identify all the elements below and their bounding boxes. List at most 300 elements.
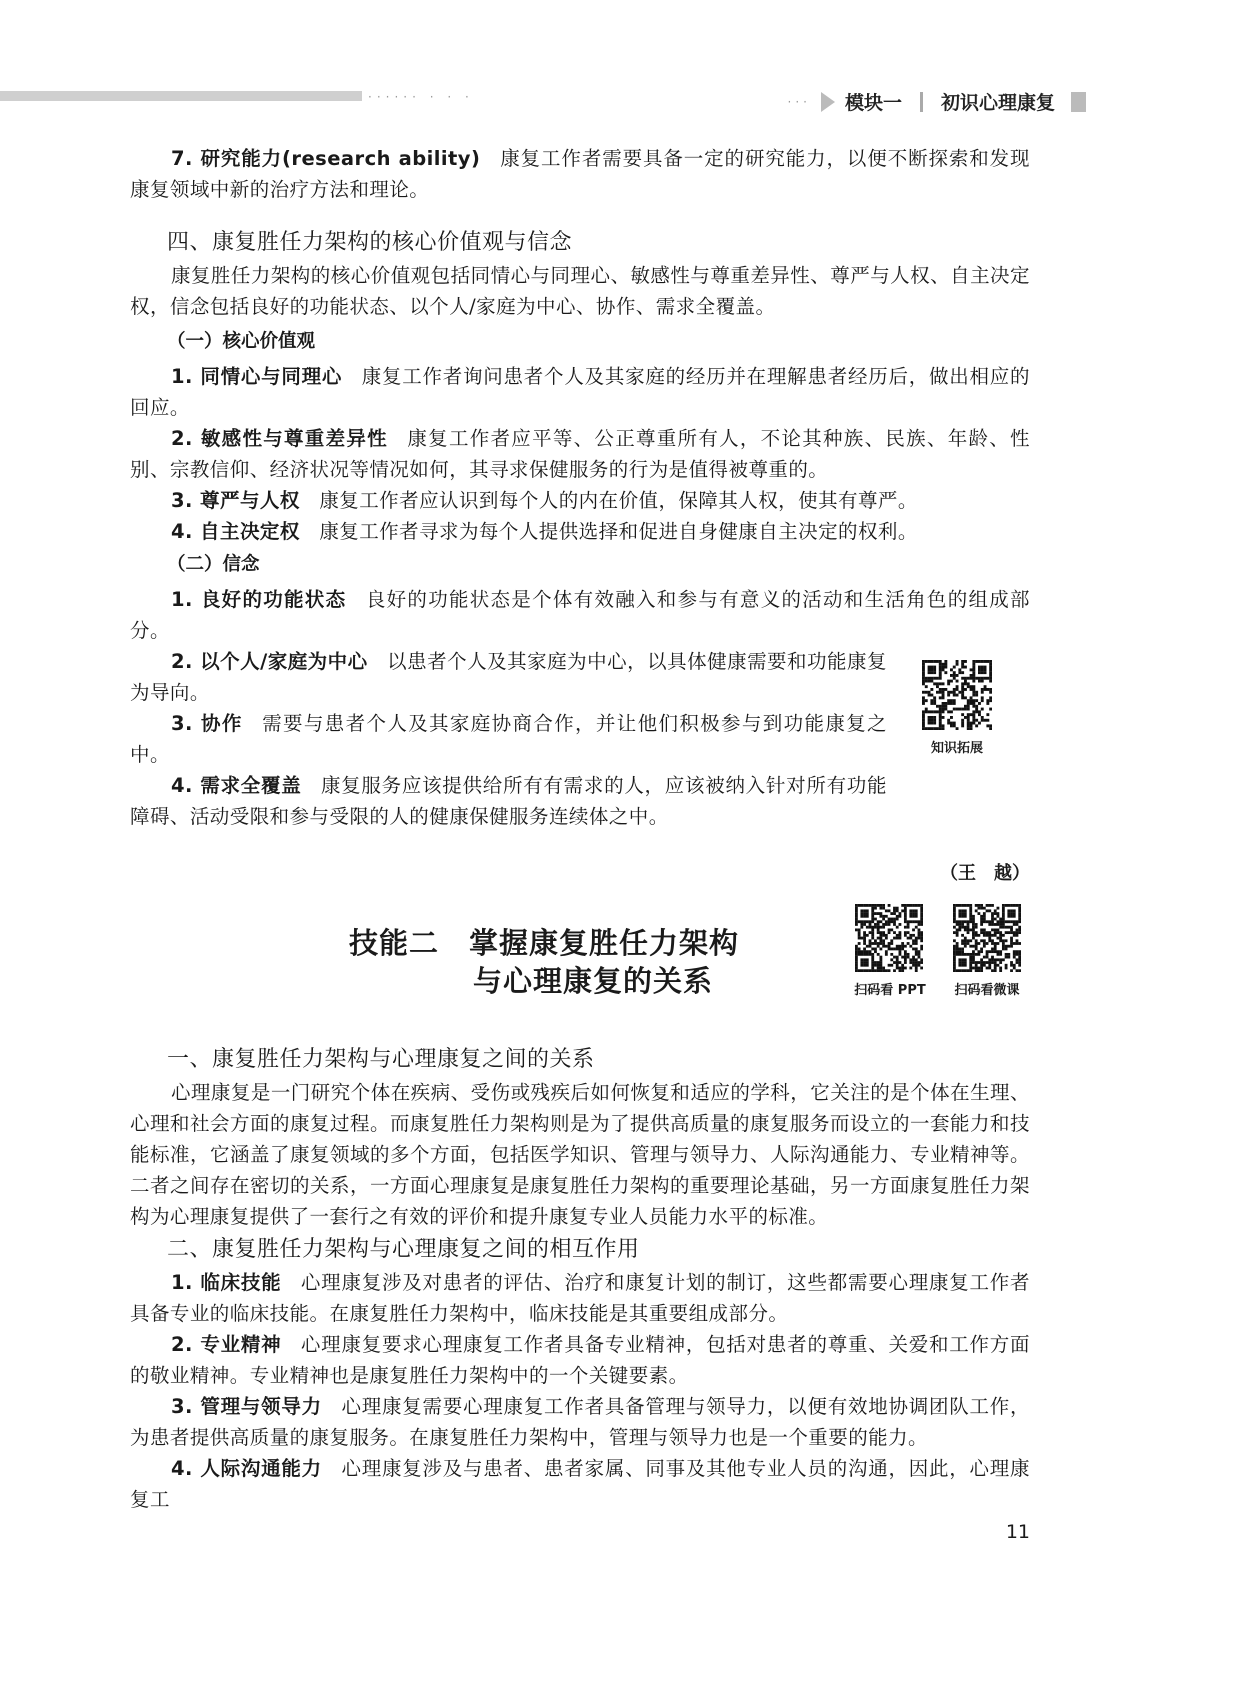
- qr-module: [920, 931, 923, 934]
- qr-module: [972, 928, 975, 931]
- qr-module: [879, 948, 882, 951]
- qr-module: [860, 958, 863, 961]
- qr-module: [863, 939, 866, 942]
- qr-module: [958, 926, 961, 929]
- qr-module: [972, 967, 975, 970]
- qr-module: [920, 912, 923, 915]
- qr-module: [855, 950, 858, 953]
- qr-module: [999, 953, 1002, 956]
- qr-module: [1016, 942, 1019, 945]
- qr-module: [915, 926, 918, 929]
- qr-module: [967, 923, 970, 926]
- qr-module: [1013, 950, 1016, 953]
- qr-module: [986, 934, 989, 937]
- qr-module: [909, 920, 912, 923]
- qr-module: [1010, 912, 1013, 915]
- qr-module: [874, 961, 877, 964]
- qr-module: [1005, 953, 1008, 956]
- qr-module: [986, 956, 989, 959]
- qr-module: [1005, 920, 1008, 923]
- qr-module: [920, 939, 923, 942]
- qr-module: [958, 958, 961, 961]
- qr-module: [983, 939, 986, 942]
- qr-module: [909, 915, 912, 918]
- qr-module: [956, 923, 959, 926]
- qr-module: [1013, 964, 1016, 967]
- item-text: 心理康复要求心理康复工作者具备专业精神，包括对患者的尊重、关爱和工作方面的敬业精神。专业精神也是康复胜任力架构中的一个关键要素。: [130, 1333, 1031, 1387]
- item-label: 1. 良好的功能状态: [170, 588, 347, 611]
- qr-module: [896, 926, 899, 929]
- qr-module: [915, 904, 918, 907]
- list-item: [130, 516, 1030, 547]
- qr-module: [975, 942, 978, 945]
- list-item: [130, 1453, 1030, 1515]
- qr-module: [890, 953, 893, 956]
- qr-module: [988, 964, 991, 967]
- running-header: [788, 88, 1086, 115]
- qr-module: [920, 909, 923, 912]
- qr-module: [999, 967, 1002, 970]
- qr-module: [904, 907, 907, 910]
- qr-module: [988, 931, 991, 934]
- list-item: [130, 1391, 1030, 1453]
- qr-module: [896, 958, 899, 961]
- item-label: 3. 管理与领导力: [170, 1395, 322, 1418]
- qr-module: [956, 942, 959, 945]
- qr-module: [994, 969, 997, 972]
- qr-module: [869, 931, 872, 934]
- qr-module: [866, 912, 869, 915]
- qr-module: [975, 934, 978, 937]
- qr-module: [860, 961, 863, 964]
- qr-module: [907, 942, 910, 945]
- list-item: [130, 1329, 1030, 1391]
- qr-module: [885, 920, 888, 923]
- item-label: 3. 尊严与人权: [170, 489, 300, 512]
- qr-module: [858, 904, 861, 907]
- qr-module: [874, 942, 877, 945]
- qr-module: [866, 958, 869, 961]
- qr-module: [860, 964, 863, 967]
- qr-module: [1013, 934, 1016, 937]
- qr-module: [986, 961, 989, 964]
- qr-module: [953, 964, 956, 967]
- qr-module: [879, 934, 882, 937]
- header-block-decoration: [1071, 92, 1086, 112]
- qr-module: [899, 912, 902, 915]
- item-text: 康复工作者应平等、公正尊重所有人，不论其种族、民族、年龄、性别、宗教信仰、经济状况等情况如何，其寻求保健服务的行为是值得被尊重的。: [130, 427, 1030, 481]
- qr-module: [1002, 923, 1005, 926]
- qr-module: [860, 953, 863, 956]
- item-label: 4. 需求全覆盖: [170, 774, 302, 797]
- qr-module: [871, 937, 874, 940]
- qr-module: [907, 931, 910, 934]
- qr-module: [1002, 934, 1005, 937]
- qr-module: [991, 961, 994, 964]
- qr-module: [1016, 923, 1019, 926]
- qr-module: [994, 958, 997, 961]
- qr-module: [882, 907, 885, 910]
- qr-module: [988, 961, 991, 964]
- qr-module: [975, 923, 978, 926]
- qr-module: [888, 964, 891, 967]
- qr-module: [969, 964, 972, 967]
- qr-module: [972, 923, 975, 926]
- qr-module: [958, 950, 961, 953]
- paragraph-research-ability: [130, 143, 1030, 205]
- qr-module: [999, 934, 1002, 937]
- qr-module: [915, 950, 918, 953]
- qr-module: [904, 950, 907, 953]
- qr-module: [991, 934, 994, 937]
- divider: [920, 92, 923, 112]
- qr-module: [863, 915, 866, 918]
- qr-module: [866, 915, 869, 918]
- qr-module: [1010, 931, 1013, 934]
- qr-module: [860, 926, 863, 929]
- qr-module: [958, 904, 961, 907]
- qr-module: [896, 956, 899, 959]
- qr-module: [871, 958, 874, 961]
- qr-module: [986, 967, 989, 970]
- item-label: 4. 自主决定权: [170, 520, 300, 543]
- qr-module: [904, 920, 907, 923]
- qr-module: [991, 956, 994, 959]
- qr-module: [972, 918, 975, 921]
- qr-module: [969, 945, 972, 948]
- qr-module: [956, 969, 959, 972]
- qr-module: [896, 915, 899, 918]
- qr-module: [871, 926, 874, 929]
- qr-module: [1013, 904, 1016, 907]
- qr-module: [896, 967, 899, 970]
- qr-module: [991, 912, 994, 915]
- qr-module: [899, 950, 902, 953]
- qr-module: [964, 920, 967, 923]
- qr-module: [999, 937, 1002, 940]
- qr-module: [997, 920, 1000, 923]
- section-heading-1: 一、康复胜任力架构与心理康复之间的关系: [167, 1047, 595, 1072]
- qr-module: [1007, 912, 1010, 915]
- qr-module: [1005, 904, 1008, 907]
- qr-module: [866, 950, 869, 953]
- qr-module: [882, 934, 885, 937]
- qr-module: [953, 945, 956, 948]
- qr-module: [958, 928, 961, 931]
- qr-module: [1007, 945, 1010, 948]
- qr-module: [893, 920, 896, 923]
- qr-module: [893, 909, 896, 912]
- item-label: 4. 人际沟通能力: [170, 1457, 322, 1480]
- qr-module: [1005, 926, 1008, 929]
- qr-module: [999, 920, 1002, 923]
- qr-module: [983, 961, 986, 964]
- qr-module: [980, 918, 983, 921]
- qr-module: [980, 961, 983, 964]
- item-text: 心理康复涉及与患者、患者家属、同事及其他专业人员的沟通，因此，心理康复工: [130, 1457, 1030, 1511]
- qr-module: [975, 909, 978, 912]
- qr-module: [969, 956, 972, 959]
- qr-module: [858, 920, 861, 923]
- qr-module: [866, 926, 869, 929]
- qr-module: [1002, 948, 1005, 951]
- section-heading-4: 四、康复胜任力架构的核心价值观与信念: [167, 230, 573, 255]
- qr-module: [972, 920, 975, 923]
- qr-module: [953, 958, 956, 961]
- qr-module: [874, 907, 877, 910]
- qr-module: [997, 923, 1000, 926]
- qr-module: [1018, 950, 1021, 953]
- qr-module: [953, 926, 956, 929]
- list-item: [130, 1267, 1030, 1329]
- qr-module: [1010, 915, 1013, 918]
- qr-module: [874, 904, 877, 907]
- qr-module: [1016, 931, 1019, 934]
- qr-module: [1007, 909, 1010, 912]
- qr-module: [918, 964, 921, 967]
- qr-module: [1002, 945, 1005, 948]
- list-item: [130, 646, 887, 708]
- qr-module: [983, 920, 986, 923]
- qr-module: [855, 915, 858, 918]
- qr-module: [972, 961, 975, 964]
- qr-module: [866, 904, 869, 907]
- qr-module: [863, 912, 866, 915]
- qr-module: [975, 967, 978, 970]
- qr-module: [1018, 958, 1021, 961]
- qr-module: [885, 923, 888, 926]
- item-label: 2. 专业精神: [170, 1333, 282, 1356]
- qr-module: [969, 939, 972, 942]
- qr-module: [953, 939, 956, 942]
- qr-module: [1007, 904, 1010, 907]
- qr-module: [912, 961, 915, 964]
- qr-module: [1013, 942, 1016, 945]
- qr-module: [874, 918, 877, 921]
- qr-module: [961, 909, 964, 912]
- qr-module: [1010, 926, 1013, 929]
- qr-module: [890, 928, 893, 931]
- arrow-icon: [821, 92, 835, 112]
- qr-module: [1005, 931, 1008, 934]
- qr-module: [980, 958, 983, 961]
- qr-module: [879, 920, 882, 923]
- qr-module: [1010, 909, 1013, 912]
- qr-module: [1013, 912, 1016, 915]
- qr-module: [879, 939, 882, 942]
- qr-module: [879, 907, 882, 910]
- qr-code-ppt[interactable]: [855, 904, 923, 972]
- qr-module: [869, 969, 872, 972]
- qr-module: [877, 923, 880, 926]
- qr-module: [901, 942, 904, 945]
- qr-label-knowledge: 知识拓展: [930, 741, 983, 756]
- qr-module: [885, 937, 888, 940]
- qr-module: [877, 964, 880, 967]
- qr-module: [967, 931, 970, 934]
- qr-module: [882, 942, 885, 945]
- qr-module: [964, 937, 967, 940]
- qr-module: [855, 948, 858, 951]
- qr-module: [953, 931, 956, 934]
- qr-module: [977, 969, 980, 972]
- qr-module: [991, 958, 994, 961]
- qr-module: [920, 967, 923, 970]
- qr-module: [858, 934, 861, 937]
- qr-module: [860, 909, 863, 912]
- list-item: [130, 423, 1030, 485]
- qr-module: [858, 969, 861, 972]
- qr-module: [909, 967, 912, 970]
- qr-module: [907, 923, 910, 926]
- qr-module: [918, 920, 921, 923]
- qr-module: [907, 953, 910, 956]
- qr-module: [920, 920, 923, 923]
- qr-module: [980, 915, 983, 918]
- qr-module: [871, 915, 874, 918]
- qr-module: [860, 969, 863, 972]
- qr-module: [986, 942, 989, 945]
- qr-module: [1002, 920, 1005, 923]
- qr-module: [879, 961, 882, 964]
- qr-module: [953, 904, 956, 907]
- qr-module: [1016, 928, 1019, 931]
- qr-module: [997, 953, 1000, 956]
- qr-module: [967, 904, 970, 907]
- qr-module: [1016, 939, 1019, 942]
- qr-module: [1013, 956, 1016, 959]
- qr-module: [1018, 920, 1021, 923]
- qr-module: [869, 945, 872, 948]
- qr-module: [994, 912, 997, 915]
- qr-module: [977, 967, 980, 970]
- qr-module: [918, 931, 921, 934]
- qr-module: [885, 953, 888, 956]
- qr-module: [863, 923, 866, 926]
- qr-module: [988, 904, 991, 907]
- qr-module: [920, 958, 923, 961]
- qr-module: [907, 904, 910, 907]
- qr-module: [956, 920, 959, 923]
- qr-module: [882, 915, 885, 918]
- qr-module: [1010, 945, 1013, 948]
- qr-module: [961, 942, 964, 945]
- qr-module: [986, 909, 989, 912]
- qr-module: [901, 948, 904, 951]
- qr-module: [988, 934, 991, 937]
- qr-module: [920, 961, 923, 964]
- qr-module: [983, 918, 986, 921]
- qr-module: [997, 958, 1000, 961]
- qr-module: [909, 945, 912, 948]
- page-body: [130, 143, 1030, 1545]
- qr-module: [961, 934, 964, 937]
- qr-module: [907, 926, 910, 929]
- qr-module: [1007, 920, 1010, 923]
- qr-module: [899, 923, 902, 926]
- qr-module: [972, 926, 975, 929]
- qr-module: [991, 904, 994, 907]
- qr-module: [896, 934, 899, 937]
- qr-module: [969, 928, 972, 931]
- qr-module: [958, 915, 961, 918]
- qr-module: [915, 915, 918, 918]
- qr-module: [912, 915, 915, 918]
- qr-module: [958, 948, 961, 951]
- qr-module: [879, 912, 882, 915]
- qr-module: [977, 950, 980, 953]
- qr-module: [877, 928, 880, 931]
- qr-module: [893, 956, 896, 959]
- qr-module: [918, 904, 921, 907]
- qr-module: [964, 939, 967, 942]
- qr-module: [977, 953, 980, 956]
- qr-module: [871, 961, 874, 964]
- qr-module: [899, 931, 902, 934]
- qr-module: [904, 961, 907, 964]
- qr-module: [994, 909, 997, 912]
- qr-module: [866, 953, 869, 956]
- qr-module: [953, 918, 956, 921]
- qr-module: [969, 918, 972, 921]
- qr-module: [858, 937, 861, 940]
- qr-module: [961, 969, 964, 972]
- qr-module: [863, 920, 866, 923]
- qr-module: [1018, 956, 1021, 959]
- qr-module: [882, 939, 885, 942]
- qr-module: [871, 912, 874, 915]
- qr-module: [869, 920, 872, 923]
- qr-module: [912, 958, 915, 961]
- qr-module: [988, 950, 991, 953]
- qr-module: [958, 909, 961, 912]
- qr-module: [901, 967, 904, 970]
- qr-module: [997, 964, 1000, 967]
- qr-module: [991, 915, 994, 918]
- qr-module: [893, 969, 896, 972]
- qr-module: [1016, 953, 1019, 956]
- qr-module: [877, 931, 880, 934]
- qr-module: [997, 907, 1000, 910]
- qr-module: [958, 923, 961, 926]
- qr-module: [918, 937, 921, 940]
- qr-module: [1013, 967, 1016, 970]
- qr-module: [866, 964, 869, 967]
- qr-module: [983, 928, 986, 931]
- qr-module: [877, 926, 880, 929]
- page-number: 11: [1005, 1521, 1030, 1543]
- qr-module: [918, 950, 921, 953]
- qr-module: [879, 904, 882, 907]
- qr-code-video[interactable]: [953, 904, 1021, 972]
- qr-module: [967, 928, 970, 931]
- qr-module: [1018, 912, 1021, 915]
- qr-module: [991, 928, 994, 931]
- qr-module: [912, 909, 915, 912]
- qr-module: [863, 958, 866, 961]
- qr-module: [907, 920, 910, 923]
- qr-module: [904, 931, 907, 934]
- qr-module: [1010, 961, 1013, 964]
- qr-module: [961, 923, 964, 926]
- qr-module: [953, 961, 956, 964]
- qr-module: [991, 920, 994, 923]
- qr-module: [999, 923, 1002, 926]
- qr-module: [999, 939, 1002, 942]
- qr-module: [972, 950, 975, 953]
- qr-module: [860, 912, 863, 915]
- qr-module: [904, 956, 907, 959]
